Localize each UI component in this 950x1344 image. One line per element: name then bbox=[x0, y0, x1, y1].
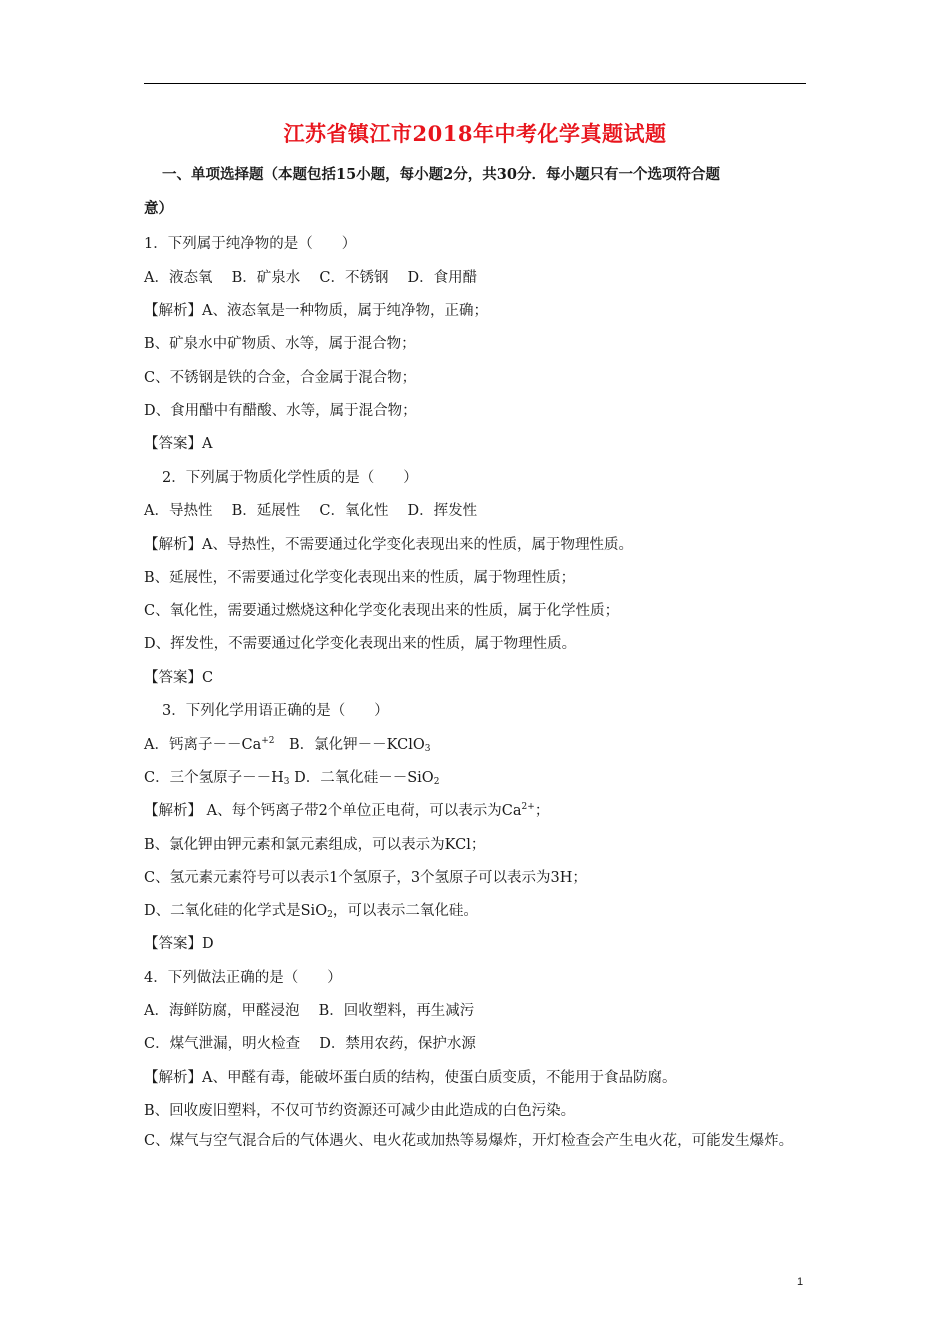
q3-analysis-a-charge: 2+ bbox=[521, 802, 535, 812]
section-heading bbox=[144, 158, 810, 226]
q1-analysis-d: D、食用醋中有醋酸、水等，属于混合物； bbox=[144, 403, 417, 419]
q1-analysis-b: B、矿泉水中矿物质、水等，属于混合物； bbox=[144, 336, 416, 352]
q3-analysis-d-sub: 2 bbox=[327, 910, 333, 920]
q1-options: A．液态氧 B．矿泉水 C．不锈钢 D．食用醋 bbox=[144, 270, 478, 286]
q3-analysis-a bbox=[144, 799, 549, 820]
q3-options-ab bbox=[144, 733, 430, 754]
q2-analysis-d: D、挥发性，不需要通过化学变化表现出来的性质，属于物理性质。 bbox=[144, 636, 577, 652]
q3-stem: 3．下列化学用语正确的是（ ） bbox=[162, 703, 389, 719]
q3-option-c-sub: 3 bbox=[283, 777, 290, 787]
q1-analysis-a: 【解析】A、液态氧是一种物质，属于纯净物，正确； bbox=[144, 303, 488, 319]
q3-option-d: D．二氧化硅－－SiO bbox=[289, 770, 434, 786]
q1-analysis-c: C、不锈钢是铁的合金，合金属于混合物； bbox=[144, 370, 417, 386]
q2-answer: 【答案】C bbox=[144, 670, 214, 686]
q3-option-c: C．三个氢原子－－H bbox=[144, 770, 284, 786]
q4-stem: 4．下列做法正确的是（ ） bbox=[144, 970, 342, 986]
header-rule bbox=[144, 83, 806, 84]
q4-analysis-a: 【解析】A、甲醛有毒，能破坏蛋白质的结构，使蛋白质变质，不能用于食品防腐。 bbox=[144, 1070, 677, 1086]
q1-answer: 【答案】A bbox=[144, 436, 213, 452]
q3-options-cd bbox=[144, 766, 439, 787]
q3-analysis-d-end: ，可以表示二氧化硅。 bbox=[332, 903, 478, 919]
q3-analysis-d bbox=[144, 899, 478, 920]
page-title: 江苏省镇江市2018年中考化学真题试题 bbox=[283, 121, 667, 146]
q2-analysis-a: 【解析】A、导热性，不需要通过化学变化表现出来的性质，属于物理性质。 bbox=[144, 537, 633, 553]
q4-options-ab: A．海鲜防腐，甲醛浸泡 B．回收塑料，再生减污 bbox=[144, 1003, 475, 1019]
q3-analysis-a-end: ； bbox=[534, 803, 550, 819]
q2-stem: 2．下列属于物质化学性质的是（ ） bbox=[162, 470, 418, 486]
q3-option-a-charge: +2 bbox=[261, 736, 275, 746]
q4-analysis-c: C、煤气与空气混合后的气体遇火、电火花或加热等易爆炸，开灯检查会产生电火花，可能发生爆炸。 bbox=[144, 1133, 794, 1149]
page-number: 1 bbox=[797, 1276, 804, 1288]
q3-analysis-d-text: D、二氧化硅的化学式是SiO bbox=[144, 903, 328, 919]
q3-analysis-b: B、氯化钾由钾元素和氯元素组成，可以表示为KCl； bbox=[144, 837, 486, 853]
q2-analysis-b: B、延展性，不需要通过化学变化表现出来的性质，属于物理性质； bbox=[144, 570, 576, 586]
q3-option-d-sub: 2 bbox=[433, 777, 440, 787]
section-heading-line2: 意） bbox=[144, 200, 173, 217]
section-heading-line1: 一、单项选择题（本题包括15小题，每小题2分，共30分．每小题只有一个选项符合题 bbox=[162, 166, 720, 183]
q2-analysis-c: C、氧化性，需要通过燃烧这种化学变化表现出来的性质，属于化学性质； bbox=[144, 603, 620, 619]
q3-option-b: B．氯化钾－－KClO bbox=[274, 737, 425, 753]
q3-analysis-a-text: 【解析】 A、每个钙离子带2个单位正电荷，可以表示为Ca bbox=[144, 803, 522, 819]
q3-option-a: A．钙离子－－Ca bbox=[144, 737, 262, 753]
q3-option-b-sub: 3 bbox=[424, 744, 431, 754]
q4-analysis-b: B、回收废旧塑料，不仅可节约资源还可减少由此造成的白色污染。 bbox=[144, 1103, 576, 1119]
q4-options-cd: C．煤气泄漏，明火检查 D．禁用农药，保护水源 bbox=[144, 1036, 476, 1052]
q1-stem: 1．下列属于纯净物的是（ ） bbox=[144, 236, 357, 252]
q3-answer: 【答案】D bbox=[144, 936, 214, 952]
q3-analysis-c: C、氢元素元素符号可以表示1个氢原子，3个氢原子可以表示为3H； bbox=[144, 870, 587, 886]
q2-options: A．导热性 B．延展性 C．氧化性 D．挥发性 bbox=[144, 503, 478, 519]
